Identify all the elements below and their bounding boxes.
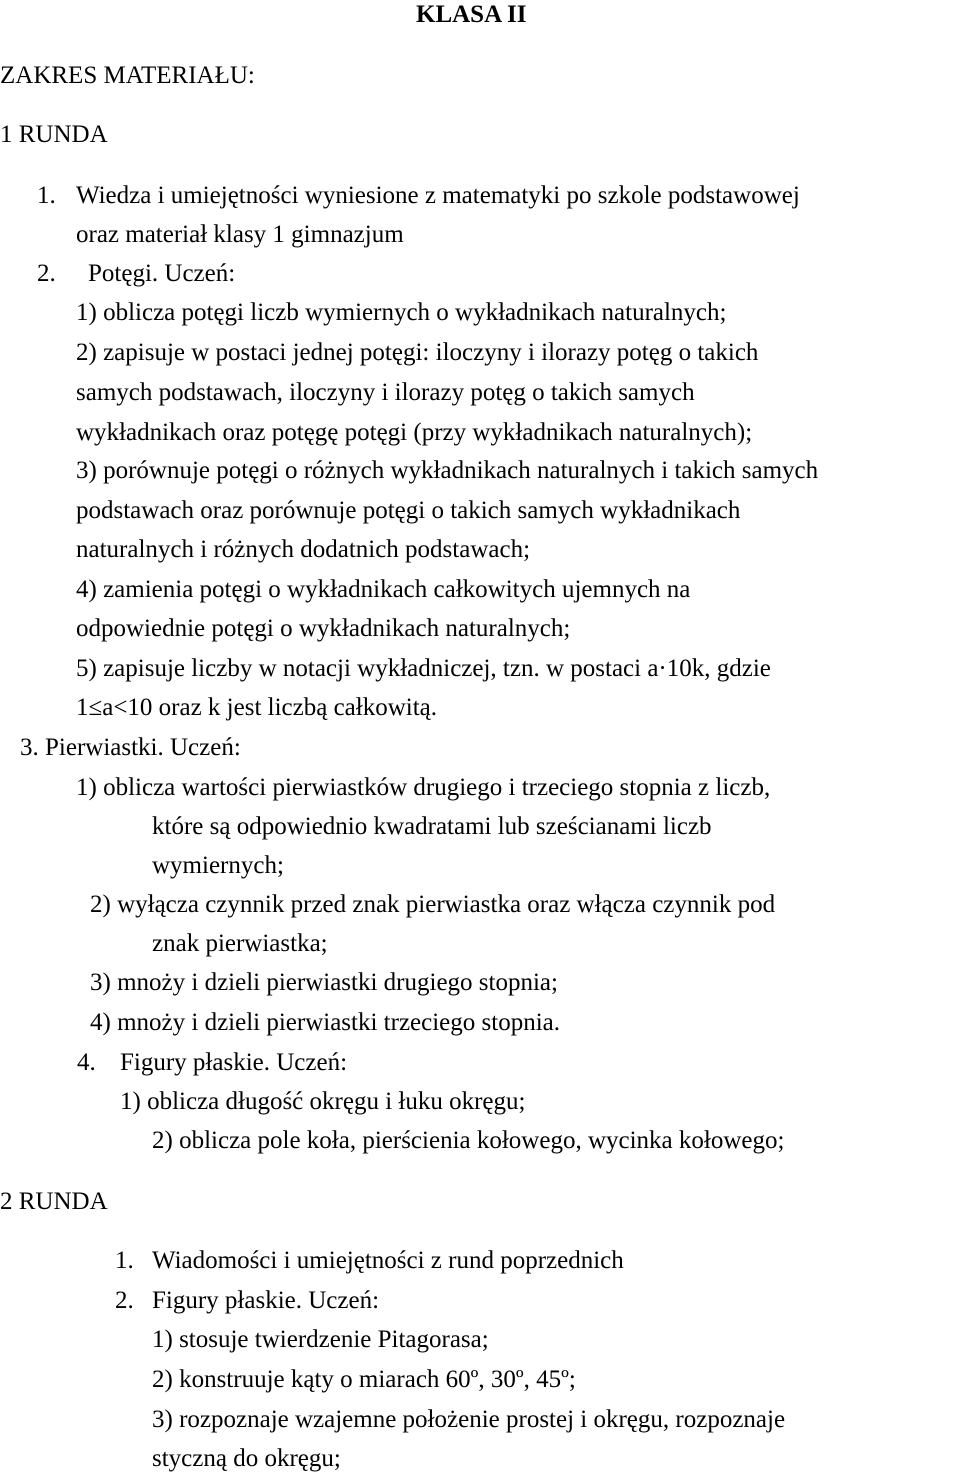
r1-item2-line: odpowiednie potęgi o wykładnikach naturalnych; bbox=[76, 615, 571, 642]
r1-item2-line: naturalnych i różnych dodatnich podstawach; bbox=[76, 536, 531, 563]
r1-item2-number: 2. bbox=[37, 260, 56, 287]
r1-item2-heading: Potęgi. Uczeń: bbox=[88, 260, 236, 287]
r1-item3-line: 2) wyłącza czynnik przed znak pierwiastka oraz włącza czynnik pod bbox=[90, 891, 776, 918]
r2-item1-text: Wiadomości i umiejętności z rund poprzednich bbox=[152, 1247, 624, 1274]
r1-item2-line: 5) zapisuje liczby w notacji wykładniczej, tzn. w postaci a·10k, gdzie bbox=[76, 655, 771, 682]
r1-item1-number: 1. bbox=[37, 182, 56, 209]
r2-item1-number: 1. bbox=[115, 1247, 134, 1274]
r2-item2-line: 1) stosuje twierdzenie Pitagorasa; bbox=[152, 1326, 489, 1353]
r1-item2-line: 1≤a<10 oraz k jest liczbą całkowitą. bbox=[76, 694, 438, 721]
r1-item4-number: 4. bbox=[77, 1049, 96, 1076]
r1-item3-line: 4) mnoży i dzieli pierwiastki trzeciego stopnia. bbox=[90, 1009, 560, 1036]
r1-item4-line: 2) oblicza pole koła, pierścienia kołowego, wycinka kołowego; bbox=[152, 1127, 785, 1154]
class-title: KLASA II bbox=[416, 1, 527, 28]
r2-item2-line: styczną do okręgu; bbox=[152, 1445, 341, 1472]
round1-title: 1 RUNDA bbox=[0, 121, 108, 148]
r1-item3-line: wymiernych; bbox=[152, 852, 284, 879]
r2-item2-line: 2) konstruuje kąty o miarach 60º, 30º, 45º; bbox=[152, 1366, 576, 1393]
scope-title: ZAKRES MATERIAŁU: bbox=[0, 62, 255, 89]
r1-item2-line: 4) zamienia potęgi o wykładnikach całkowitych ujemnych na bbox=[76, 576, 691, 603]
r1-item1-line2: oraz materiał klasy 1 gimnazjum bbox=[76, 221, 404, 248]
r2-item2-line: 3) rozpoznaje wzajemne położenie prostej i okręgu, rozpoznaje bbox=[152, 1406, 786, 1433]
r1-item2-line: 1) oblicza potęgi liczb wymiernych o wykładnikach naturalnych; bbox=[76, 299, 727, 326]
r1-item3-line: znak pierwiastka; bbox=[152, 930, 328, 957]
r1-item2-line: 3) porównuje potęgi o różnych wykładnikach naturalnych i takich samych bbox=[76, 457, 819, 484]
r1-item2-line: wykładnikach oraz potęgę potęgi (przy wykładnikach naturalnych); bbox=[76, 419, 753, 446]
r1-item3-line: 1) oblicza wartości pierwiastków drugiego i trzeciego stopnia z liczb, bbox=[76, 774, 771, 801]
r1-item2-line: samych podstawach, iloczyny i ilorazy potęg o takich samych bbox=[76, 379, 695, 406]
r1-item3-line: 3) mnoży i dzieli pierwiastki drugiego stopnia; bbox=[90, 969, 558, 996]
r1-item2-line: podstawach oraz porównuje potęgi o takich samych wykładnikach bbox=[76, 497, 741, 524]
r2-item2-number: 2. bbox=[115, 1287, 134, 1314]
r1-item3-heading: 3. Pierwiastki. Uczeń: bbox=[20, 734, 241, 761]
r1-item2-line: 2) zapisuje w postaci jednej potęgi: iloczyny i ilorazy potęg o takich bbox=[76, 339, 759, 366]
round2-title: 2 RUNDA bbox=[0, 1188, 108, 1215]
r1-item1-line1: Wiedza i umiejętności wyniesione z matematyki po szkole podstawowej bbox=[76, 182, 800, 209]
r1-item4-line: 1) oblicza długość okręgu i łuku okręgu; bbox=[120, 1088, 526, 1115]
r1-item3-line: które są odpowiednio kwadratami lub sześcianami liczb bbox=[152, 813, 712, 840]
r1-item4-heading: Figury płaskie. Uczeń: bbox=[120, 1049, 348, 1076]
r2-item2-heading: Figury płaskie. Uczeń: bbox=[152, 1287, 380, 1314]
